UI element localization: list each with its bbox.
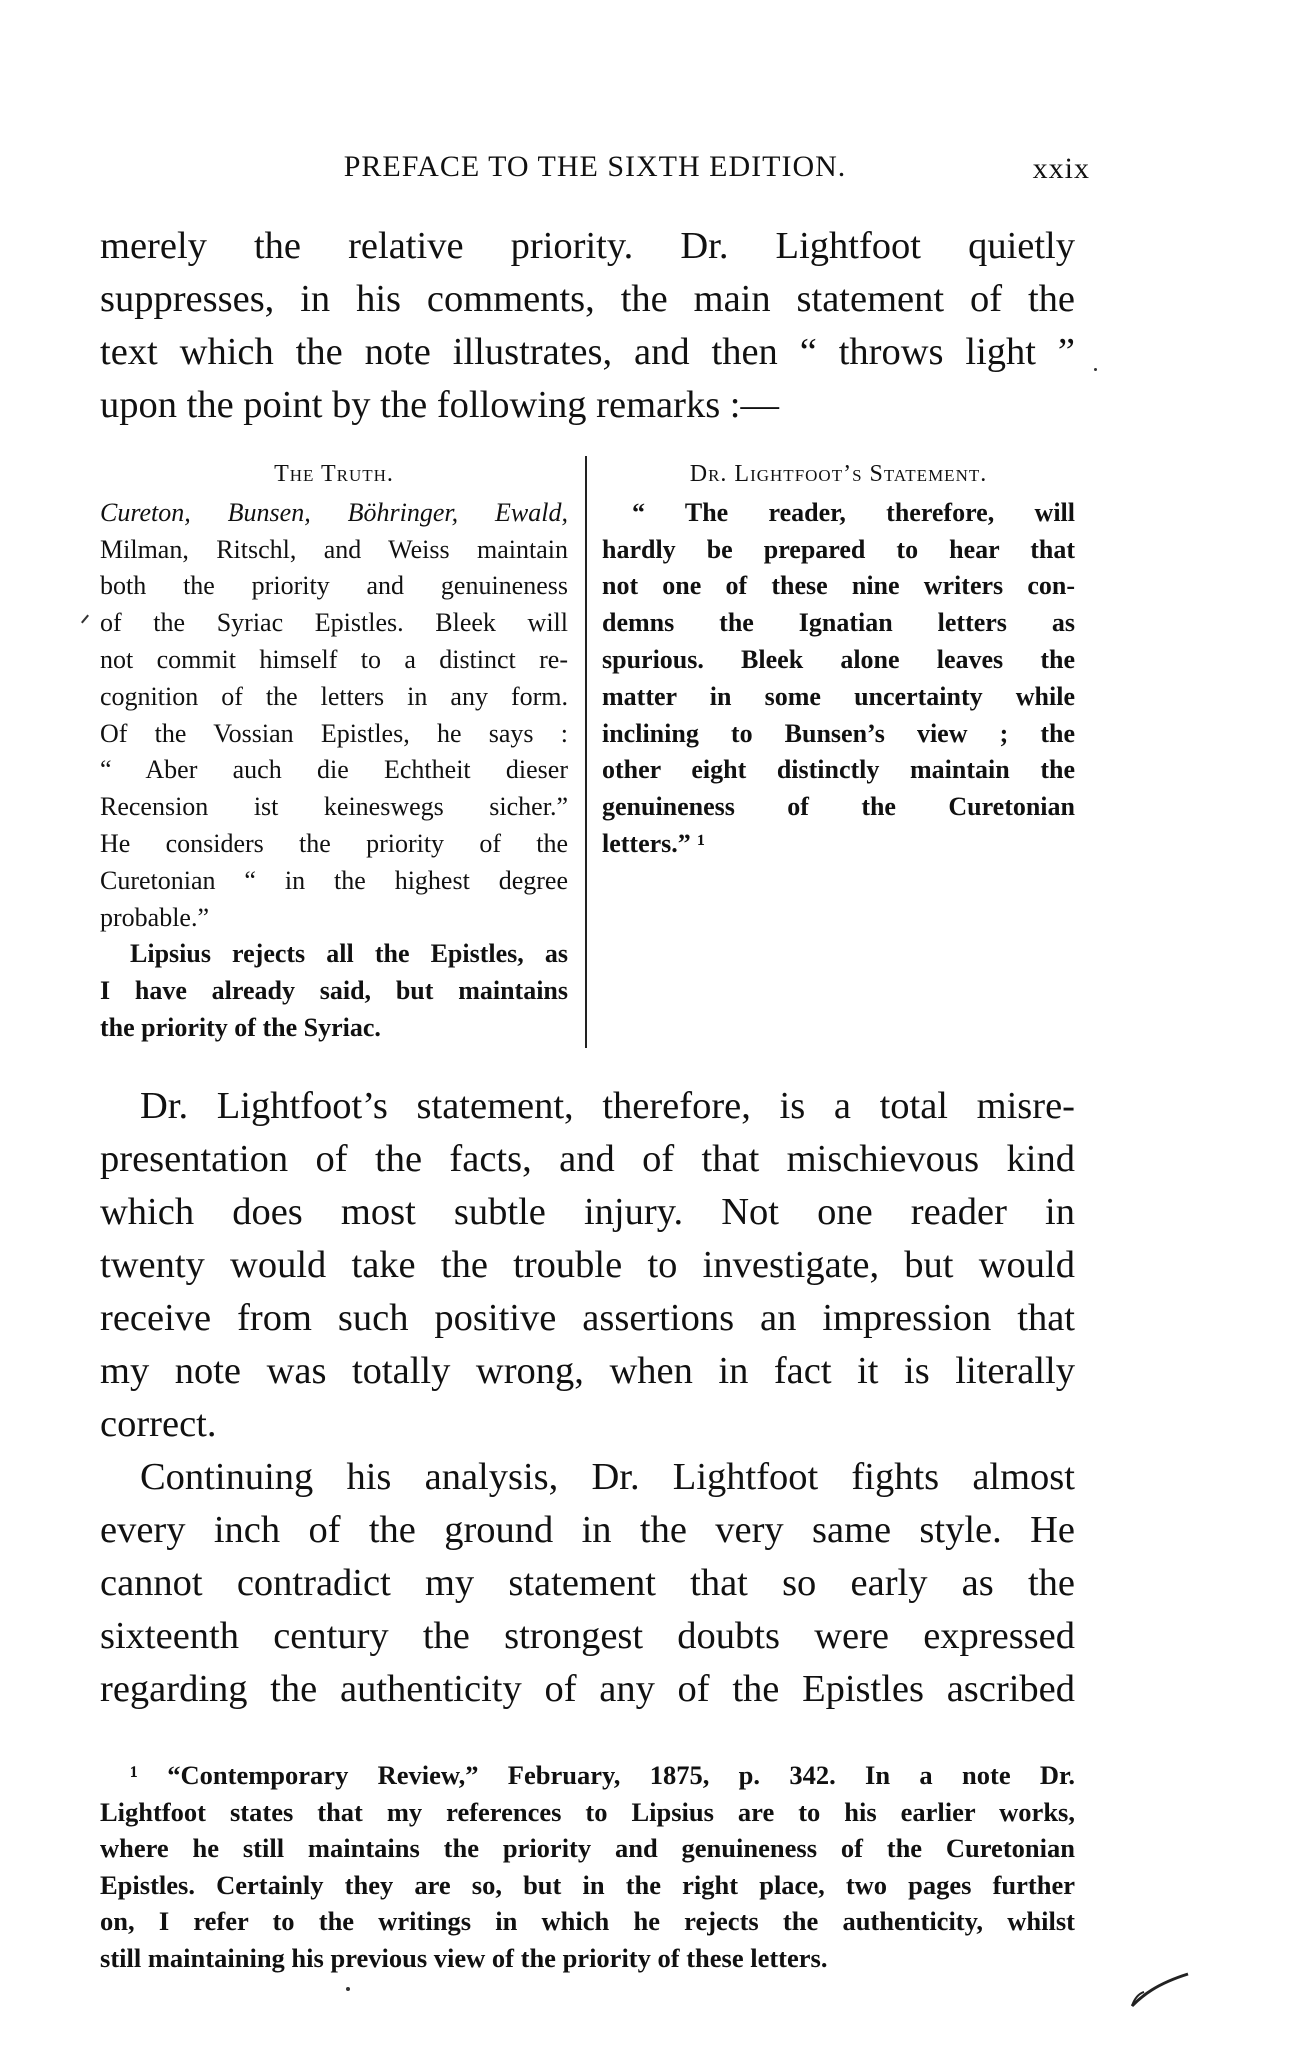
- column-line: probable.”: [100, 902, 210, 932]
- column-line: of the Syriac Epistles. Bleek will: [100, 608, 568, 638]
- column-line: letters.” ¹: [602, 828, 706, 858]
- right-column-heading: Dr. Lightfoot’s Statement.: [689, 461, 988, 487]
- right-column-lightfoot-statement: [602, 456, 1075, 863]
- column-line: He considers the priority of the: [100, 828, 568, 858]
- footnote-line: on, I refer to the writings in which he rejects the authenticity, whilst: [100, 1906, 1075, 1936]
- page-number: xxix: [1032, 152, 1090, 185]
- pen-stroke-mark: [1130, 1970, 1190, 2010]
- running-head: [100, 150, 1090, 190]
- column-line: “ Aber auch die Echtheit dieser: [100, 755, 568, 785]
- margin-tick-mark: [81, 615, 89, 624]
- column-line: hardly be prepared to hear that: [602, 534, 1075, 564]
- column-line: I have already said, but maintains: [100, 976, 568, 1006]
- column-line: Curetonian “ in the highest degree: [100, 865, 568, 895]
- text-line: correct.: [100, 1403, 217, 1445]
- text-line: every inch of the ground in the very same style. He: [100, 1509, 1075, 1551]
- column-line: Milman, Ritschl, and Weiss maintain: [100, 534, 568, 564]
- text-line: twenty would take the trouble to investigate, but would: [100, 1244, 1075, 1286]
- column-line: “ The reader, therefore, will: [632, 497, 1075, 527]
- text-line: upon the point by the following remarks :—: [100, 384, 779, 426]
- column-line: demns the Ignatian letters as: [602, 608, 1075, 638]
- column-line: the priority of the Syriac.: [100, 1012, 381, 1042]
- body-paragraph-1: [100, 1080, 1075, 1451]
- intro-paragraph: [100, 220, 1075, 432]
- text-line: receive from such positive assertions an impression that: [100, 1297, 1075, 1339]
- column-line: other eight distinctly maintain the: [602, 755, 1075, 785]
- column-line: not commit himself to a distinct re-: [100, 644, 568, 674]
- text-line: which does most subtle injury. Not one reader in: [100, 1191, 1075, 1233]
- text-line: regarding the authenticity of any of the Epistles ascribed: [100, 1668, 1075, 1710]
- left-column-heading: The Truth.: [274, 461, 394, 487]
- footnote-line: ¹ “Contemporary Review,” February, 1875, p. 342. In a note Dr.: [130, 1760, 1075, 1790]
- column-line: matter in some uncertainty while: [602, 681, 1075, 711]
- text-line: my note was totally wrong, when in fact it is literally: [100, 1350, 1075, 1392]
- column-line: Cureton, Bunsen, Böhringer, Ewald,: [100, 497, 568, 527]
- column-line: Recension ist keineswegs sicher.”: [100, 792, 568, 822]
- column-line: Of the Vossian Epistles, he says :: [100, 718, 568, 748]
- column-line: spurious. Bleek alone leaves the: [602, 644, 1075, 674]
- footnote-line: Lightfoot states that my references to Lipsius are to his earlier works,: [100, 1796, 1075, 1827]
- running-head-title: PREFACE TO THE SIXTH EDITION.: [343, 150, 847, 183]
- text-line: Continuing his analysis, Dr. Lightfoot fights almost: [140, 1456, 1075, 1498]
- footnote-line: Epistles. Certainly they are so, but in the right place, two pages further: [100, 1869, 1075, 1900]
- column-line: both the priority and genuineness: [100, 571, 568, 601]
- text-line: Dr. Lightfoot’s statement, therefore, is a total misre-: [140, 1085, 1075, 1127]
- column-line: not one of these nine writers con-: [602, 571, 1075, 601]
- footnote-line: where he still maintains the priority and genuineness of the Curetonian: [100, 1833, 1075, 1863]
- stray-dot-mark: [346, 1987, 350, 1991]
- column-line: inclining to Bunsen’s view ; the: [602, 718, 1075, 748]
- column-divider: [585, 456, 587, 1048]
- column-line: genuineness of the Curetonian: [602, 792, 1075, 822]
- footnote-line: still maintaining his previous view of the priority of these letters.: [100, 1942, 828, 1973]
- text-line: sixteenth century the strongest doubts were expressed: [100, 1615, 1075, 1657]
- column-line: Lipsius rejects all the Epistles, as: [130, 939, 568, 969]
- text-line: cannot contradict my statement that so early as the: [100, 1562, 1075, 1604]
- text-line: suppresses, in his comments, the main statement of the: [100, 278, 1075, 320]
- stray-dot-mark: [1094, 368, 1097, 371]
- footnote: [100, 1757, 1075, 1976]
- text-line: merely the relative priority. Dr. Lightfoot quietly: [100, 225, 1075, 267]
- text-line: text which the note illustrates, and then “ throws light ”: [100, 331, 1075, 373]
- text-line: presentation of the facts, and of that mischievous kind: [100, 1138, 1075, 1180]
- body-paragraph-2: [100, 1451, 1075, 1716]
- column-line: cognition of the letters in any form.: [100, 681, 568, 711]
- comparison-columns: [100, 456, 1075, 1056]
- left-column-the-truth: [100, 456, 568, 1047]
